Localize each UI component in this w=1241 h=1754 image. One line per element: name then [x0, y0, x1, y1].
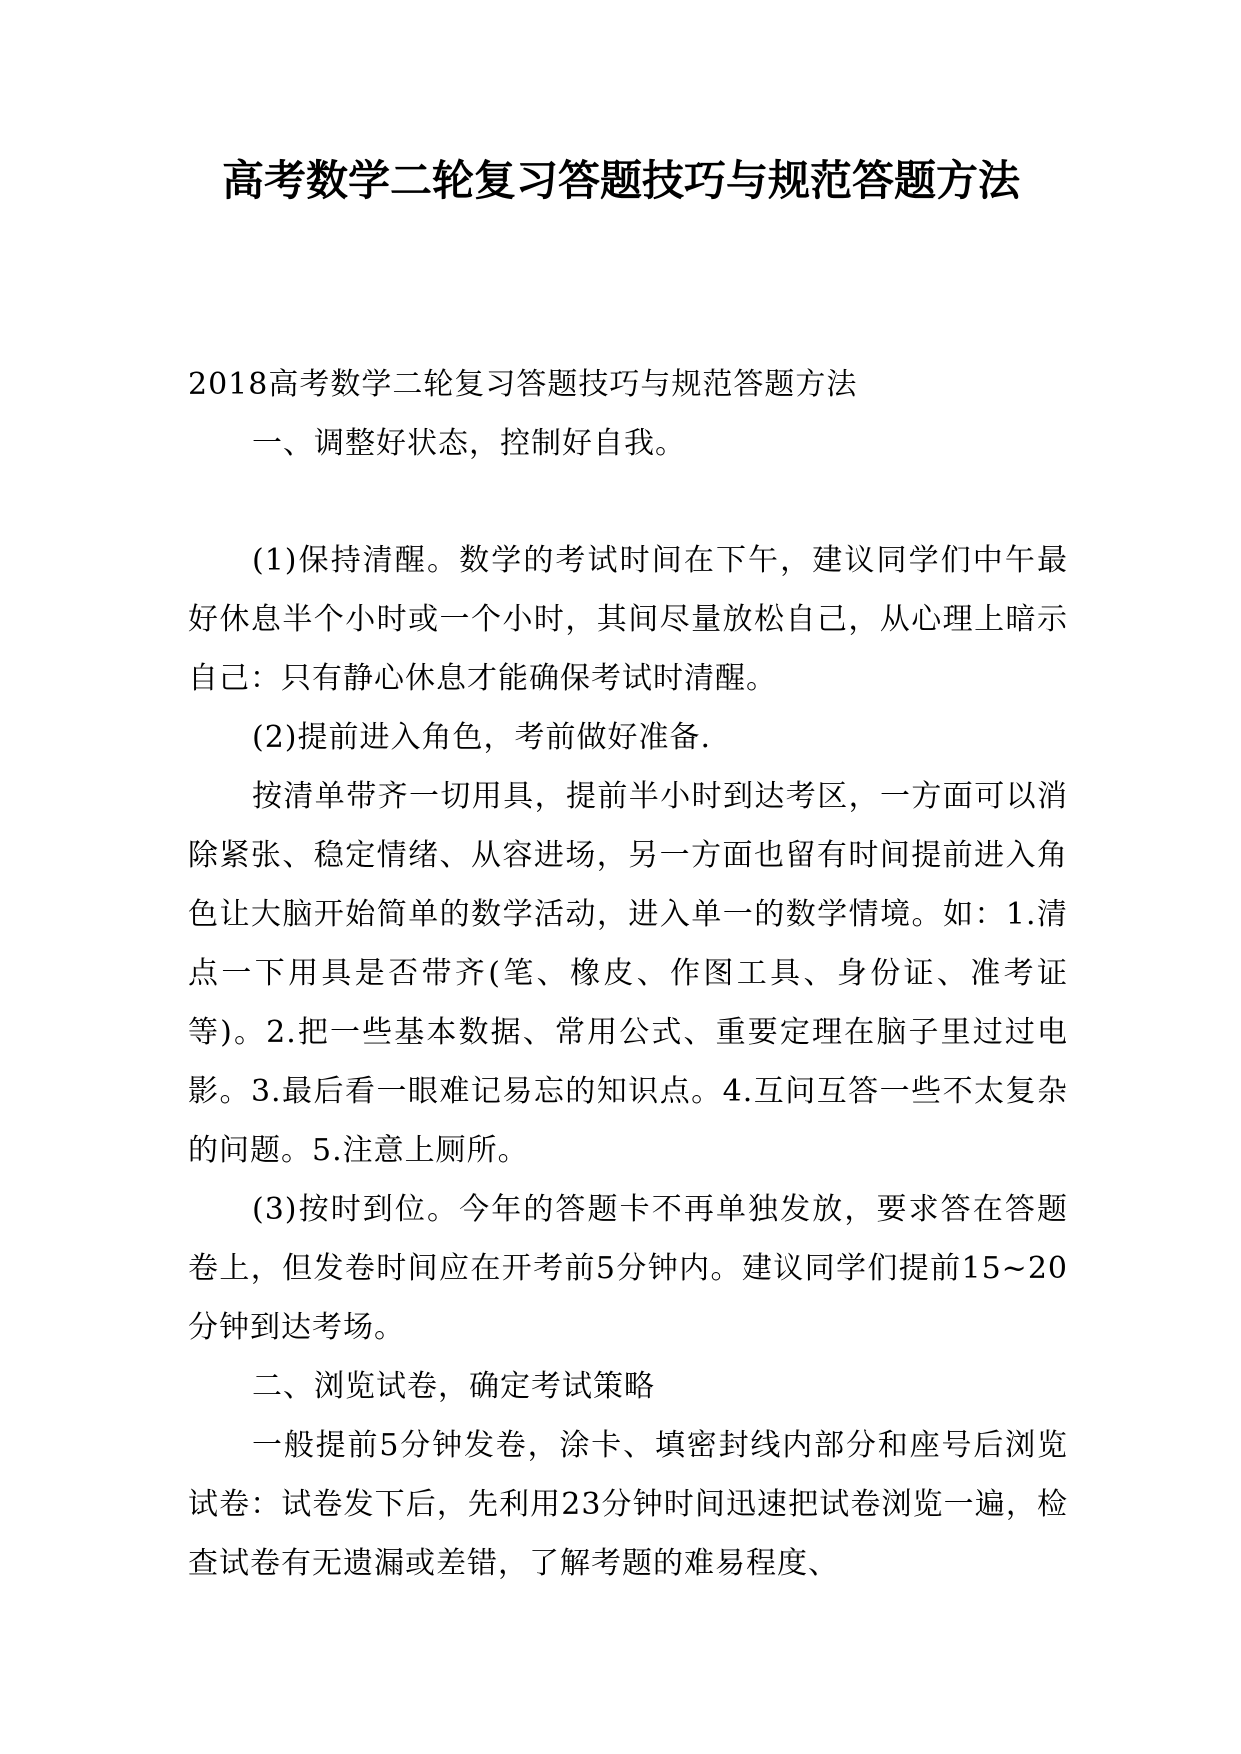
section-heading-1: 一、调整好状态，控制好自我。 — [252, 426, 686, 461]
document-title: 高考数学二轮复习答题技巧与规范答题方法 — [221, 156, 1020, 205]
paragraph-browse-paper: 一般提前5分钟发卷，涂卡、填密封线内部分和座号后浏览试卷：试卷发下后，先利用23分钟时间迅速把试卷浏览一遍，检查试卷有无遗漏或差错，了解考题的难易程度、 — [188, 1428, 1068, 1581]
subtitle-paragraph: 2018高考数学二轮复习答题技巧与规范答题方法 — [188, 367, 858, 402]
paragraph-keep-awake: (1)保持清醒。数学的考试时间在下午，建议同学们中午最好休息半个小时或一个小时，其间尽量放松自己，从心理上暗示自己：只有静心休息才能确保考试时清醒。 — [188, 543, 1068, 696]
paragraph-on-time: (3)按时到位。今年的答题卡不再单独发放，要求答在答题卷上，但发卷时间应在开考前5分钟内。建议同学们提前15~20分钟到达考场。 — [188, 1192, 1068, 1345]
document-body — [188, 355, 1068, 1593]
paragraph-checklist: 按清单带齐一切用具，提前半小时到达考区，一方面可以消除紧张、稳定情绪、从容进场，另一方面也留有时间提前进入角色让大脑开始简单的数学活动，进入单一的数学情境。如：1.清点一下用具是否带齐(笔、橡皮、作图工具、身份证、准考证等)。2.把一些基本数据、常用公式、重要定理在脑子里过过电影。3.最后看一眼难记易忘的知识点。4.互问互答一些不太复杂的问题。5.注意上厕所。 — [188, 779, 1068, 1168]
section-heading-2: 二、浏览试卷，确定考试策略 — [252, 1369, 655, 1404]
paragraph-enter-role: (2)提前进入角色，考前做好准备. — [252, 720, 712, 755]
